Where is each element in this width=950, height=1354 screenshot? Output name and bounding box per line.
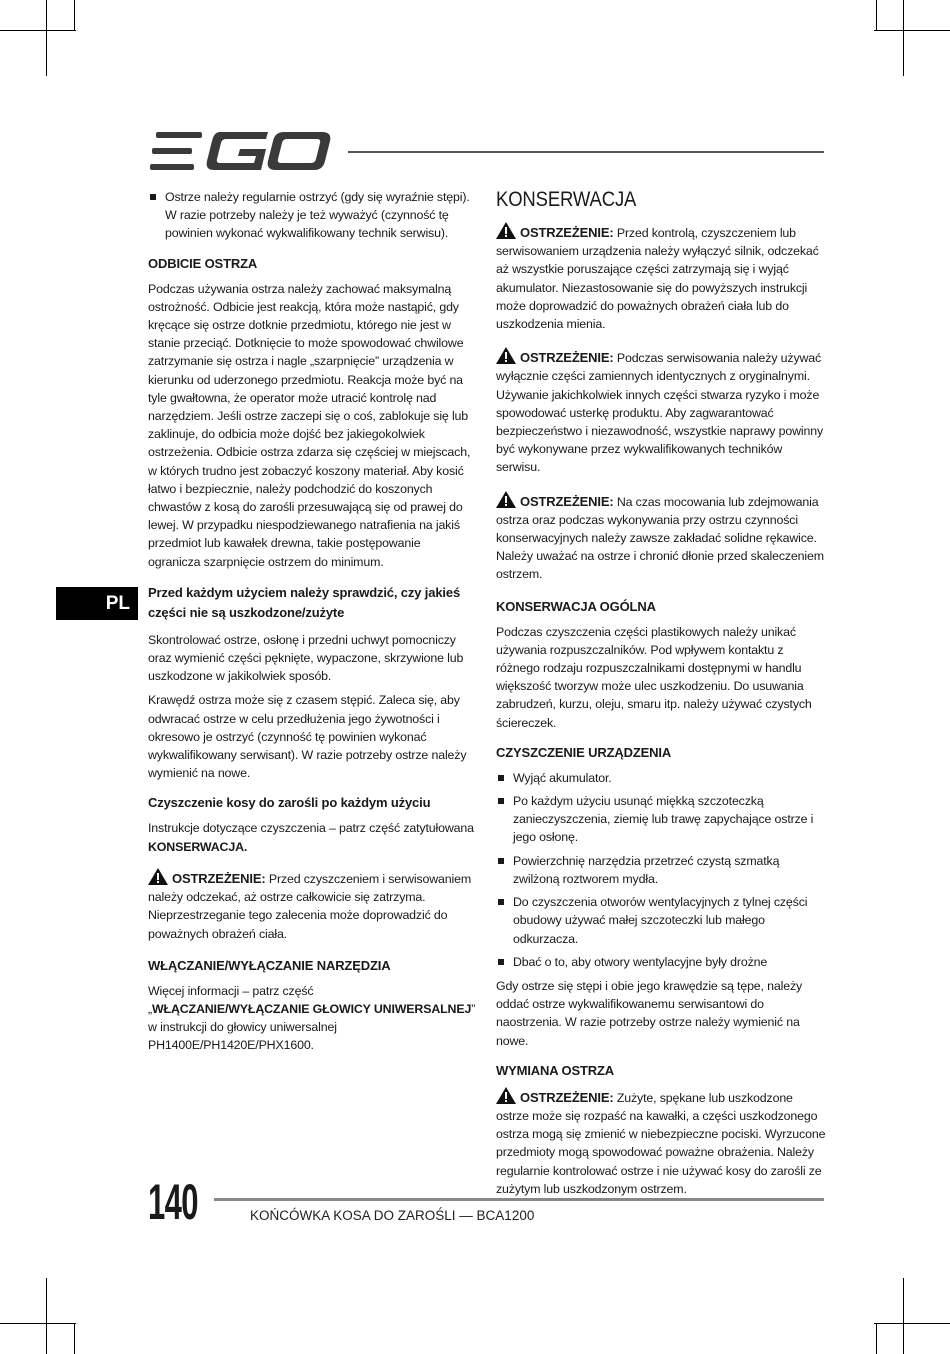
section-heading-odbicie: ODBICIE OSTRZA <box>148 255 258 271</box>
crop-mark <box>0 30 76 31</box>
list-item: Dbać o to, aby otwory wentylacyjne były drożne <box>496 953 826 971</box>
device-cleaning-after: Gdy ostrze się stępi i obie jego krawędzie są tępe, należy oddać ostrze wykwalifikowanemu serwisantowi do naostrzenia. W razie potrzeby ostrze należy wymienić na nowe. <box>496 978 803 1048</box>
warning-icon <box>496 1087 516 1104</box>
list-item: Wyjąć akumulator. <box>496 769 826 787</box>
cleaning-text <box>148 819 476 855</box>
crop-mark <box>876 1324 877 1354</box>
warning-icon <box>148 868 168 885</box>
ego-logo <box>150 130 332 172</box>
footer-rule <box>214 1198 824 1201</box>
language-tab: PL <box>56 587 138 620</box>
inspect-text-1: Skontrolować ostrze, osłonę i przedni uchwyt pomocniczy oraz wymienić części pęknięte, wypaczone, skrzywione lub uszkodzone w jakikolwiek sposób. <box>148 632 464 684</box>
warning-icon <box>496 347 516 364</box>
device-cleaning-list <box>496 769 826 971</box>
crop-mark <box>74 1324 75 1354</box>
cleaning-text-pre: Instrukcje dotyczące czyszczenia – patrz część zatytułowana <box>148 821 474 836</box>
warning-block <box>148 868 476 943</box>
crop-mark <box>903 1278 904 1354</box>
list-item: Ostrze należy regularnie ostrzyć (gdy się wyraźnie stępi). W razie potrzeby należy je też wyważyć (czynność tę powinien wykonać wykwalifikowany technik serwisu). <box>148 188 476 243</box>
header-rule <box>348 151 824 153</box>
left-column <box>148 188 476 1061</box>
cleaning-text-bold: KONSERWACJA. <box>148 839 248 854</box>
warning-text: Podczas serwisowania należy używać wyłącznie części zamiennych identycznych z oryginalnymi. Używanie jakichkolwiek innych części stwarza ryzyko i może spowodować usterkę produktu. Aby zagwarantować bezpieczeństwo i niezawodność, wszystkie naprawy powinny być wykonywane przez wykwalifikowanych techników serwisu. <box>496 351 824 475</box>
crop-mark <box>74 0 75 30</box>
warning-text: Zużyte, spękane lub uszkodzone ostrze może się rozpaść na kawałki, a części uszkodzonego ostrza mogą się zmienić w niebezpieczne pociski. Wyrzucone przedmioty mogą spowodować poważne obrażenia. Należy regularnie kontrolować ostrze i nie używać kosy do zarośli ze zużytym lub uszkodzonym ostrzem. <box>496 1090 826 1196</box>
warning-block <box>496 491 826 584</box>
footer-title: KOŃCÓWKA KOSA DO ZAROŚLI — BCA1200 <box>250 1208 535 1223</box>
list-item: Do czyszczenia otworów wentylacyjnych z tylnej części obudowy używać małej szczoteczki lub małego odkurzacza. <box>496 893 826 948</box>
right-column <box>496 188 826 1212</box>
warning-text: Na czas mocowania lub zdejmowania ostrza oraz podczas wykonywania przy ostrzu czynności konserwacyjnych należy zawsze zakładać solidne rękawice. Należy uważać na ostrze i chronić dłonie przed skaleczeniem ostrzem. <box>496 494 824 582</box>
section-heading-device-cleaning: CZYSZCZENIE URZĄDZENIA <box>496 744 672 760</box>
warning-text: Przed kontrolą, czyszczeniem lub serwisowaniem urządzenia należy wyłączyć silnik, odczekać aż wszystkie poruszające części zatrzymają się i wyjąć akumulator. Niezastosowanie się do powyższych instrukcji może doprowadzić do poważnych obrażeń ciała lub do uszkodzenia mienia. <box>496 226 819 332</box>
crop-mark <box>46 0 47 76</box>
list-item: Powierzchnię narzędzia przetrzeć czystą szmatką zwilżoną roztworem mydła. <box>496 852 826 888</box>
section-heading-cleaning: Czyszczenie kosy do zarośli po każdym użyciu <box>148 795 431 811</box>
section-heading-onoff: WŁĄCZANIE/WYŁĄCZANIE NARZĘDZIA <box>148 957 391 973</box>
onoff-text-bold: WŁĄCZANIE/WYŁĄCZANIE GŁOWICY UNIWERSALNEJ <box>151 1001 472 1016</box>
warning-block <box>496 347 826 476</box>
warning-label: OSTRZEŻENIE: <box>520 350 614 366</box>
crop-mark <box>874 1323 950 1324</box>
crop-mark <box>903 0 904 76</box>
warning-block <box>496 222 826 333</box>
inspect-text-2: Krawędź ostrza może się z czasem stępić. Zaleca się, aby odwracać ostrze w celu przedłużenia jego żywotności i okresowo je ostrzyć (czynność tę powinien wykonać wykwalifikowany serwisant). W razie potrzeby ostrze należy wymienić na nowe. <box>148 693 467 781</box>
warning-text: Przed czyszczeniem i serwisowaniem należy odczekać, aż ostrze całkowicie się zatrzyma. Nieprzestrzeganie tego zalecenia może doprowadzić do poważnych obrażeń ciała. <box>148 871 471 941</box>
warning-label: OSTRZEŻENIE: <box>520 225 614 240</box>
warning-label: OSTRZEŻENIE: <box>520 493 614 509</box>
warning-label: OSTRZEŻENIE: <box>172 870 266 886</box>
page-number: 140 <box>148 1174 198 1230</box>
warning-label: OSTRZEŻENIE: <box>520 1089 614 1105</box>
crop-mark <box>874 30 950 31</box>
section-heading-general: KONSERWACJA OGÓLNA <box>496 598 656 614</box>
crop-mark <box>0 1323 76 1324</box>
general-text: Podczas czyszczenia części plastikowych należy unikać używania rozpuszczalników. Pod wpływem kontaktu z różnego rodzaju rozpuszczalnikami dostępnymi w handlu większość tworzyw może ulec uszkodzeniu. Do usuwania zabrudzeń, kurzu, oleju, smaru itp. należy używać czystych ściereczek. <box>496 624 812 730</box>
onoff-text-post: ” w instrukcji do głowicy uniwersalnej PH1400E/PH1420E/PHX1600. <box>148 1001 476 1053</box>
list-item: Po każdym użyciu usunąć miękką szczoteczką zanieczyszczenia, ziemię lub trawę zapychające ostrze i jego osłonę. <box>496 792 826 847</box>
intro-list <box>148 188 476 243</box>
onoff-text <box>148 982 476 1055</box>
warning-icon <box>496 222 516 239</box>
odbicie-text: Podczas używania ostrza należy zachować maksymalną ostrożność. Odbicie jest reakcją, która może nastąpić, gdy kręcące się ostrze dotknie przedmiotu, którego nie jest w stanie przeciąć. Dotknięcie to może spowodować chwilowe zatrzymanie się ostrza i nagle „szarpnięcie” urządzenia w kierunku od uderzonego przedmiotu. Reakcja może być na tyle gwałtowna, że operator może utracić kontrolę nad narzędziem. Jeśli ostrze zaczepi się o coś, zablokuje się lub zaklinuje, do odbicia może dojść bez jakiegokolwiek ostrzeżenia. Odbicie ostrza zdarza się częściej w miejscach, w których trudno jest zobaczyć koszony materiał. Aby kosić łatwo i bezpiecznie, należy podchodzić do koszonych chwastów z kosą do zarośli przesuwającą się od prawej do lewej. W przypadku niespodziewanego natrafienia na jakiś przedmiot lub kawałek drewna, takie postępowanie ogranicza szarpnięcie ostrzem do minimum. <box>148 281 471 569</box>
warning-icon <box>496 491 516 508</box>
crop-mark <box>46 1278 47 1354</box>
onoff-text-pre: Więcej informacji – patrz część „ <box>148 983 314 1016</box>
section-heading-replace: WYMIANA OSTRZA <box>496 1062 615 1078</box>
page-title: KONSERWACJA <box>496 188 637 211</box>
crop-mark <box>876 0 877 30</box>
section-heading-inspect: Przed każdym użyciem należy sprawdzić, czy jakieś części nie są uszkodzone/zużyte <box>148 584 461 620</box>
warning-block <box>496 1087 826 1198</box>
